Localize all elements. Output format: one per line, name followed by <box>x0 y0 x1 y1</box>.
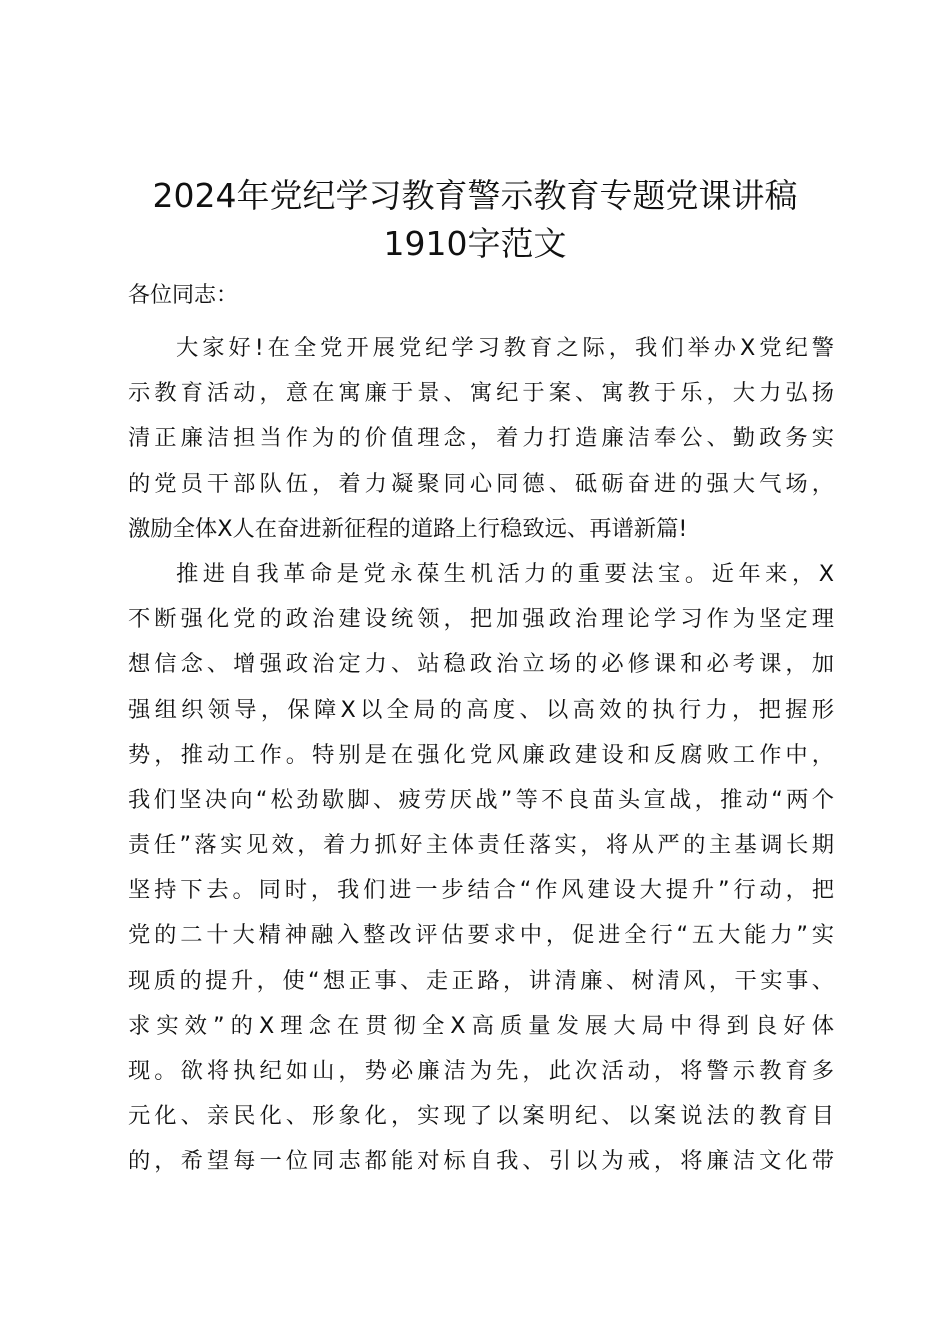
paragraph-2-line: 求实效”的X理念在贯彻全X高质量发展大局中得到良好体 <box>128 1012 834 1039</box>
paragraph-1-line: 大家好!在全党开展党纪学习教育之际，我们举办X党纪警 <box>176 335 834 361</box>
paragraph-2-line: 我们坚决向“松劲歇脚、疲劳厌战”等不良苗头宣战，推动“两个 <box>128 786 834 813</box>
body-text <box>128 326 834 1185</box>
paragraph-2-line: 强组织领导，保障X以全局的高度、以高效的执行力，把握形 <box>128 696 834 723</box>
salutation: 各位同志： <box>128 283 239 308</box>
paragraph-2-line: 党的二十大精神融入整改评估要求中，促进全行“五大能力”实 <box>128 922 834 949</box>
document-title <box>110 172 840 268</box>
paragraph-2-line: 想信念、增强政治定力、站稳政治立场的必修课和必考课，加 <box>128 651 834 678</box>
paragraph-2-line: 的，希望每一位同志都能对标自我、引以为戒，将廉洁文化带 <box>128 1148 834 1175</box>
title-line-2: 1910字范文 <box>383 224 567 263</box>
paragraph-2-line: 推进自我革命是党永葆生机活力的重要法宝。近年来，X <box>176 560 834 587</box>
paragraph-2-line: 坚持下去。同时，我们进一步结合“作风建设大提升”行动，把 <box>128 877 834 904</box>
paragraph-2-line: 元化、亲民化、形象化，实现了以案明纪、以案说法的教育目 <box>128 1103 834 1130</box>
paragraph-2-line: 不断强化党的政治建设统领，把加强政治理论学习作为坚定理 <box>128 606 834 633</box>
paragraph-2-line: 势，推动工作。特别是在强化党风廉政建设和反腐败工作中， <box>128 741 834 768</box>
paragraph-2-line: 责任”落实见效，着力抓好主体责任落实，将从严的主基调长期 <box>128 832 834 859</box>
title-line-1: 2024年党纪学习教育警示教育专题党课讲稿 <box>152 176 798 215</box>
paragraph-1-line: 示教育活动，意在寓廉于景、寓纪于案、寓教于乐，大力弘扬 <box>128 380 834 407</box>
paragraph-2-line: 现。欲将执纪如山，势必廉洁为先，此次活动，将警示教育多 <box>128 1058 834 1084</box>
paragraph-2-line: 现质的提升，使“想正事、走正路，讲清廉、树清风，干实事、 <box>128 967 834 994</box>
paragraph-1-line: 清正廉洁担当作为的价值理念，着力打造廉洁奉公、勤政务实 <box>128 425 834 452</box>
paragraph-1-line: 的党员干部队伍，着力凝聚同心同德、砥砺奋进的强大气场， <box>128 470 834 497</box>
paragraph-1-line: 激励全体X人在奋进新征程的道路上行稳致远、再谱新篇! <box>128 515 688 542</box>
